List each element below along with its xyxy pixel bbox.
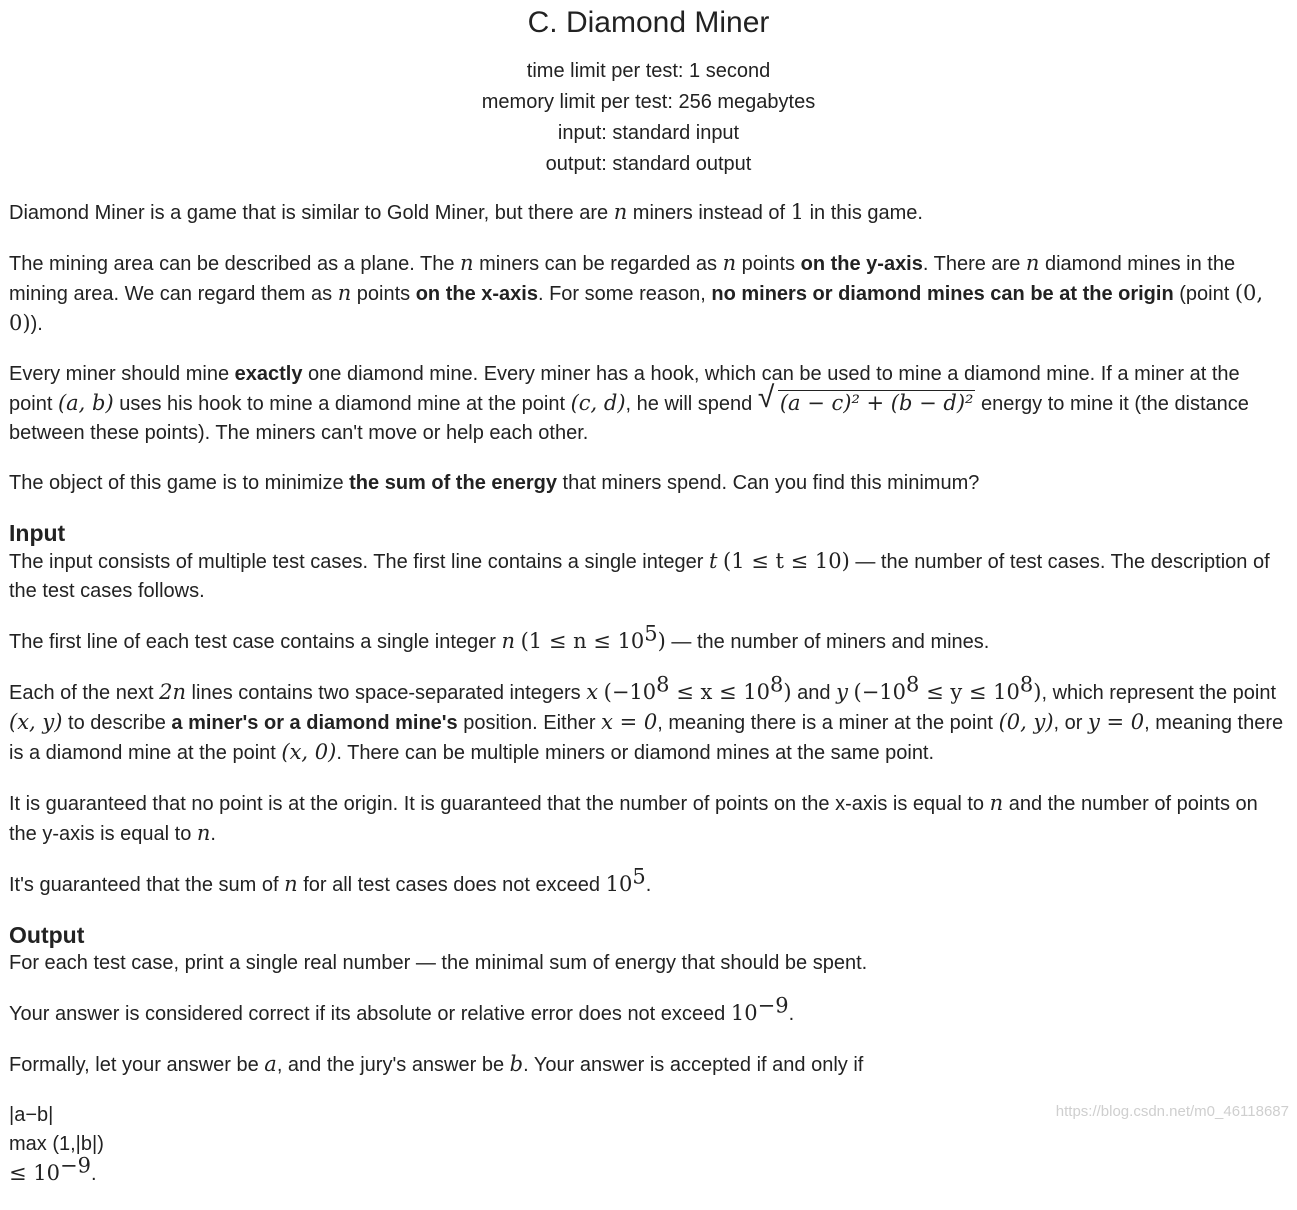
- statement-paragraph-3: Every miner should mine exactly one diamond mine. Every miner has a hook, which can be used to mine a diamond mine. If a miner at the point (a, b) uses his hook to mine a diamond mine at the point (c, d), he will spend √ (a − c)² + (b − d)² energy to mine it (the distance between these points). The miners can't move or help each other.: [9, 363, 1249, 444]
- output-paragraph-1: For each test case, print a single real number — the minimal sum of energy that should be spent.: [9, 952, 868, 974]
- statement-paragraph-1: Diamond Miner is a game that is similar to Gold Miner, but there are n miners instead of 1 in this game.: [9, 200, 923, 224]
- problem-limits: [0, 56, 1297, 180]
- input-spec: input: standard input: [557, 122, 740, 144]
- input-paragraph-5: It's guaranteed that the sum of n for all test cases does not exceed $10^5$.: [9, 864, 652, 896]
- input-paragraph-2: The first line of each test case contains a single integer n $(1 \le n \le 10^5)$ — the number of miners and mines.: [9, 621, 990, 653]
- input-section-title: Input: [9, 520, 66, 546]
- output-spec: output: standard output: [545, 153, 752, 175]
- output-section-title: Output: [9, 922, 85, 948]
- watermark-url: https://blog.csdn.net/m0_46118687: [1055, 1103, 1289, 1120]
- output-paragraph-3: Formally, let your answer be a, and the jury's answer be b. Your answer is accepted if and only if: [9, 1052, 869, 1076]
- input-paragraph-4: It is guaranteed that no point is at the origin. It is guaranteed that the number of points on the x-axis is equal to n and the number of points on the y-axis is equal to n.: [9, 791, 1258, 845]
- problem-statement: Diamond Miner is a game that is similar to Gold Miner, but there are n miners instead of 1 in this game. The mining area can be described as a plane. The n miners can be regarded as n points on the y-axis. There are n diamond mines in the mining area. We can regard them as n points on the x-axis. For some reason, no miners or diamond mines can be at the origin (point (0, 0)). Every miner should mine exactly one diamond mine. Every miner has a hook, which can be used to mine a diamond mine. If a miner at the point (a, b) uses his hook to mine a diamond mine at the point (c, d), he will spend √ (a − c)² + (b − d)² energy to mine it (the distance between these points). The miners can't move or help each other. The object of this game is to minimize the sum of the energy that miners spend. Can you find this minimum? Input The input consists of multiple test cases. The first line contains a single integer t (1 ≤ t ≤ 10) — the number of test cases. The description of the test cases follows. The first line of each test case contains a single integer n $(1 \le n \le 10^5)$ — the number of miners and mines. Each of the next 2n lines contains two space-separated integers x $(-10^8 \le x \le 10^8)$ and y $(-10^8 \le y \le 10^8)$, which represent the point (x, y) to describe a miner's or a diamond mine's position. Either x = 0, meaning there is a miner at the point (0, y), or y = 0, meaning there is a diamond mine at the point (x, 0). There can be multiple miners or diamond mines at the same point. It is guaranteed that no point is at the origin. It is guaranteed that the number of points on the x-axis is equal to n and the number of points on the y-axis is equal to n. It's guaranteed that the sum of n for all test cases does not exceed $10^5$. Output For each test case, print a single real number — the minimal sum of energy that should be spent. Your answer is considered correct if its absolute or relative error does not exceed $10^{-9}$. Formally, let your answer be a, and the jury's answer be b. Your answer is accepted if and only if |a−b| max (1,|b|) ≤ $10^{-9}$.: [9, 200, 1284, 1185]
- time-limit: time limit per test: 1 second: [526, 60, 771, 82]
- output-paragraph-2: Your answer is considered correct if its absolute or relative error does not exceed $10^{-9}$.: [9, 993, 795, 1025]
- statement-paragraph-2: The mining area can be described as a plane. The n miners can be regarded as n points on the y-axis. There are n diamond mines in the mining area. We can regard them as n points on the x-axis. For some reason, no miners or diamond mines can be at the origin (point (0, 0)).: [9, 251, 1264, 335]
- input-paragraph-3: Each of the next 2n lines contains two space-separated integers x $(-10^8 \le x \le 10^8)$ and y $(-10^8 \le y \le 10^8)$, which represent the point (x, y) to describe a miner's or a diamond mine's position. Either x = 0, meaning there is a miner at the point (0, y), or y = 0, meaning there is a diamond mine at the point (x, 0). There can be multiple miners or diamond mines at the same point.: [9, 672, 1284, 764]
- distance-formula: √ (a − c)² + (b − d)²: [757, 381, 974, 415]
- statement-paragraph-4: The object of this game is to minimize the sum of the energy that miners spend. Can you find this minimum?: [9, 472, 980, 494]
- input-paragraph-1: The input consists of multiple test cases. The first line contains a single integer t (1 ≤ t ≤ 10) — the number of test cases. The description of the test cases follows.: [9, 549, 1270, 602]
- memory-limit: memory limit per test: 256 megabytes: [481, 91, 816, 113]
- problem-title: C. Diamond Miner: [527, 6, 770, 39]
